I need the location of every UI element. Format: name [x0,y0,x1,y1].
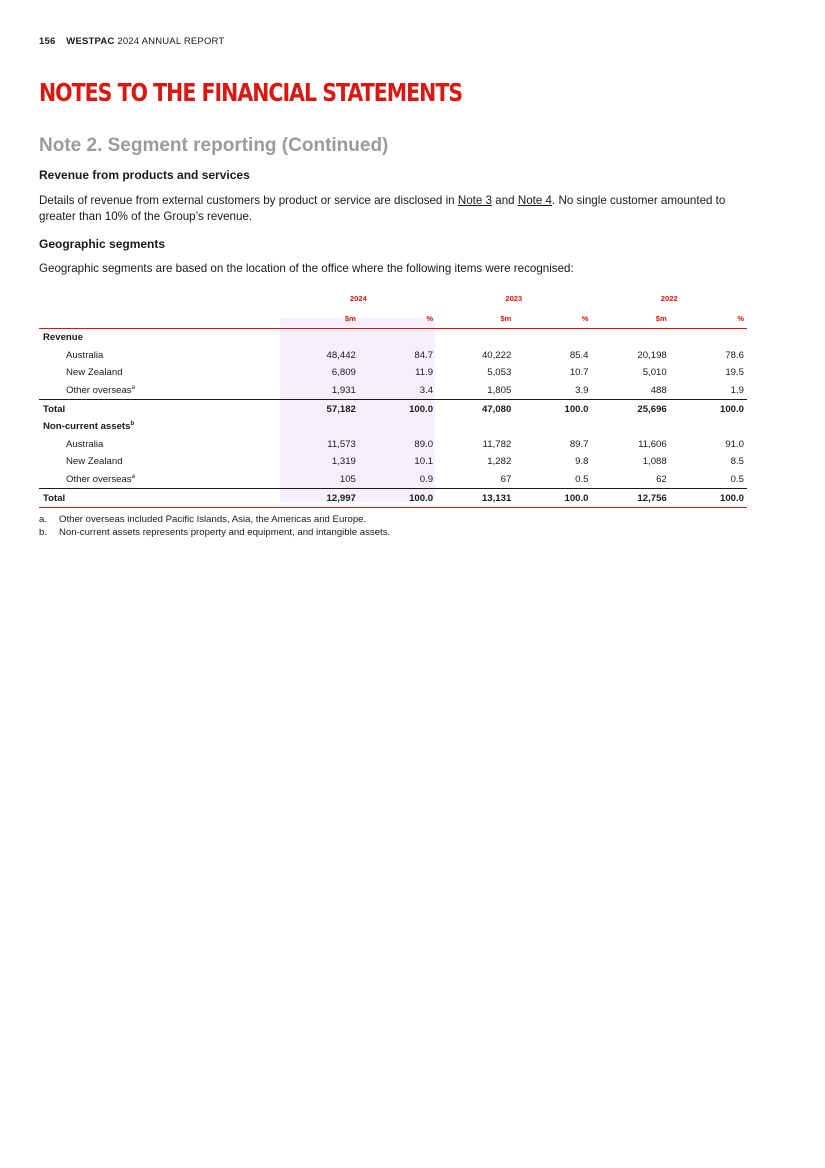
geographic-paragraph: Geographic segments are based on the location of the office where the following items were recognised: [39,262,574,275]
running-header [39,36,224,47]
footnote-text: Other overseas included Pacific Islands, Asia, the Americas and Europe. [59,514,367,525]
brand-name: WESTPAC [66,36,115,47]
unit-header-row [39,308,747,329]
unit-header: % [581,313,589,323]
table-cell: 89.0 [414,438,434,450]
table-cell: 1,088 [642,456,667,468]
table-cell: 78.6 [725,349,744,361]
row-label: Australia [66,349,104,361]
row-label [39,382,281,400]
table-row [39,364,747,382]
total-label: Total [39,489,281,508]
footnote-marker: a [131,474,135,481]
table-cell: 12,997 [281,489,359,508]
table-cell: 100.0 [514,400,591,418]
table-row [39,453,747,471]
group-label: Revenue [43,332,83,344]
table-cell: 10.7 [569,367,589,379]
table-cell: 0.9 [419,474,434,486]
table-cell: 11.9 [415,367,434,379]
footnote-marker: b [130,421,135,428]
geographic-segments-table [39,288,747,508]
table-cell: 12,756 [592,489,670,508]
table-cell: 19.5 [725,367,744,379]
table-cell: 67 [500,474,512,486]
year-header: 2024 [349,293,367,303]
table-cell: 10.1 [414,456,434,468]
table-cell: 8.5 [730,456,744,468]
total-row-assets [39,489,747,508]
table-cell: 100.0 [359,400,436,418]
table-cell: 105 [339,474,356,486]
revenue-paragraph [39,193,747,224]
section-title: NOTES TO THE FINANCIAL STATEMENTS [39,78,463,107]
unit-header: % [426,313,434,323]
segment-table-wrapper [39,288,747,508]
unit-header: $m [500,313,512,323]
table-cell: 1,931 [331,385,356,397]
footnote [39,514,366,525]
table-cell: 20,198 [637,349,667,361]
row-label-text: Other overseas [66,385,132,397]
table-cell: 9.8 [575,456,589,468]
table-cell: 89.7 [569,438,589,450]
table-cell: 100.0 [514,489,591,508]
row-label-text: Other overseas [66,474,132,486]
table-row [39,471,747,489]
table-cell: 11,606 [638,438,667,450]
table-cell: 5,053 [487,367,512,379]
table-cell: 3.9 [575,385,589,397]
table-cell: 1.9 [730,385,744,397]
table-row [39,347,747,365]
row-label: New Zealand [66,367,123,379]
revenue-heading: Revenue from products and services [39,168,250,182]
revenue-text-3: . No single customer amounted to greater than 10% of the Group’s revenue. [39,194,726,223]
note-4-link[interactable]: Note 4 [517,194,552,207]
revenue-text-2: and [492,194,518,207]
table-cell: 0.5 [575,474,589,486]
total-label: Total [39,400,281,418]
table-cell: 62 [656,474,667,486]
year-header-row [39,288,747,308]
table-cell: 11,782 [482,438,512,450]
table-cell: 91.0 [725,438,744,450]
table-cell: 40,222 [481,349,512,361]
group-row-assets [39,418,747,436]
row-label: New Zealand [66,456,123,468]
table-cell: 5,010 [642,367,667,379]
footnote-key: a. [39,514,48,525]
note-title: Note 2. Segment reporting (Continued) [39,135,389,156]
label-header [39,308,281,329]
row-label [39,471,281,489]
table-cell: 100.0 [670,400,747,418]
row-label: Australia [66,438,104,450]
table-cell: 57,182 [281,400,359,418]
table-cell: 100.0 [670,489,747,508]
footnote [39,527,390,538]
table-row [39,436,747,454]
footnote-key: b. [39,527,48,538]
unit-header: % [737,313,744,323]
footnote-marker: a [131,385,135,392]
table-cell: 0.5 [730,474,744,486]
table-row [39,382,747,400]
page-number: 156 [39,36,56,47]
total-row-revenue [39,400,747,418]
group-row-revenue [39,329,747,347]
table-cell: 3.4 [419,385,434,397]
table-cell: 84.7 [414,349,434,361]
table-cell: 488 [650,385,667,397]
label-header [39,288,281,308]
table-cell: 25,696 [592,400,670,418]
unit-header: $m [655,313,667,323]
table-cell: 6,809 [331,367,356,379]
group-label-text: Non-current assets [43,421,131,433]
group-label [39,418,281,436]
table-cell: 48,442 [326,349,356,361]
table-cell: 85.4 [569,349,589,361]
geographic-heading: Geographic segments [39,237,166,251]
footnote-text: Non-current assets represents property and equipment, and intangible assets. [59,527,391,538]
table-cell: 1,282 [487,456,512,468]
table-cell: 1,319 [331,456,356,468]
table-cell: 100.0 [359,489,436,508]
table-cell: 1,805 [487,385,512,397]
unit-header: $m [344,313,356,323]
report-name: 2024 ANNUAL REPORT [117,36,225,47]
table-cell: 13,131 [436,489,514,508]
table-cell: 11,573 [327,438,356,450]
note-3-link[interactable]: Note 3 [457,194,493,207]
year-header: 2023 [505,293,523,303]
year-header: 2022 [660,293,678,303]
table-cell: 47,080 [436,400,514,418]
revenue-text-1: Details of revenue from external customers by product or service are disclosed in [39,194,458,207]
